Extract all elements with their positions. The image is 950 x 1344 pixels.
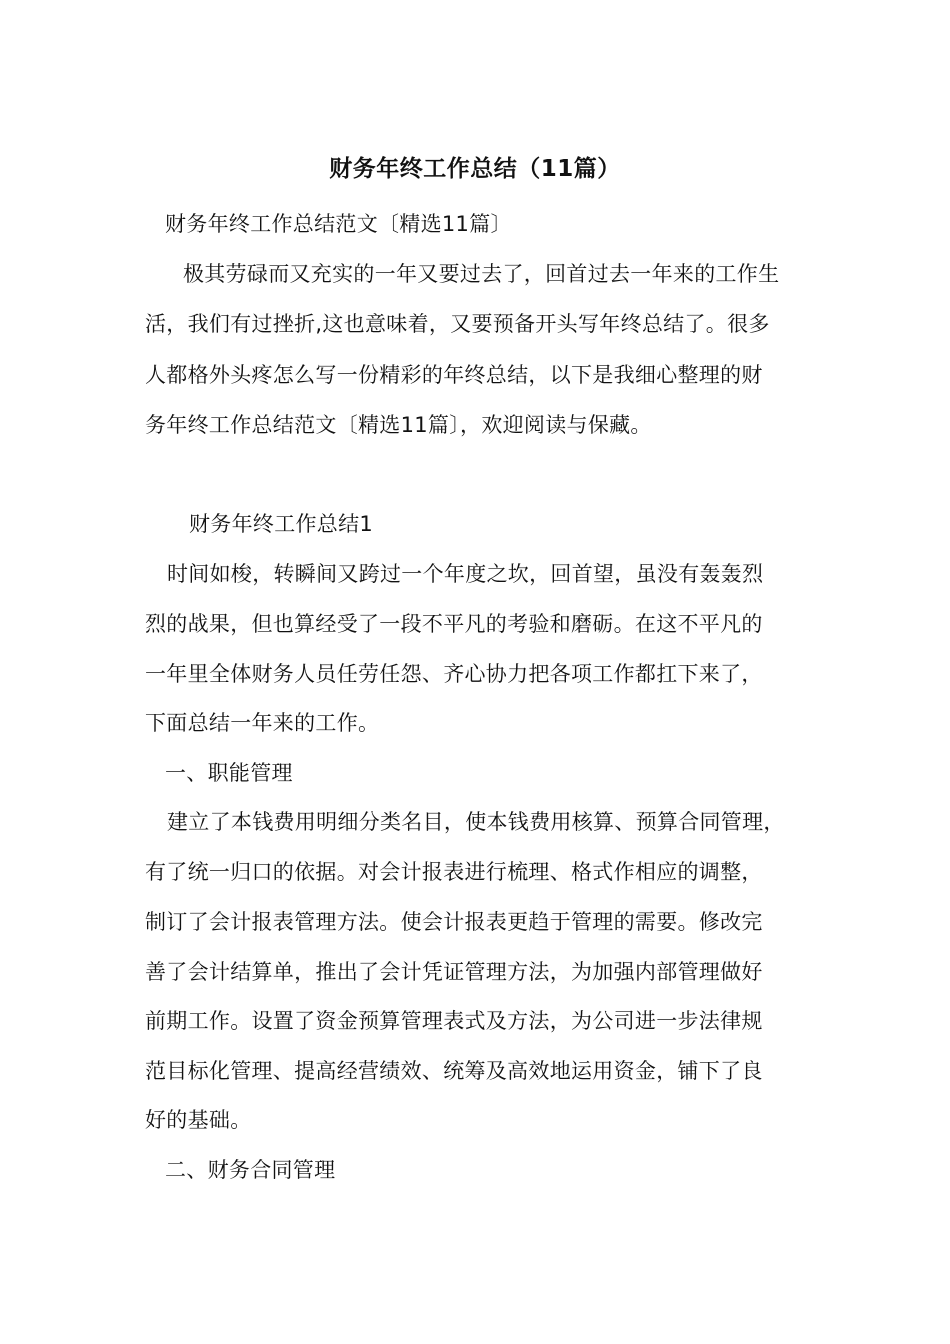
paragraph-line: 善了会计结算单，推出了会计凭证管理方法，为加强内部管理做好 <box>145 960 763 984</box>
part-heading: 二、财务合同管理 <box>165 1158 336 1182</box>
paragraph-line: 时间如梭，转瞬间又跨过一个年度之坎，回首望，虽没有轰轰烈 <box>167 562 764 586</box>
paragraph-line: 好的基础。 <box>145 1108 252 1132</box>
paragraph-line: 范目标化管理、提高经营绩效、统筹及高效地运用资金，铺下了良 <box>145 1059 763 1083</box>
intro-line: 务年终工作总结范文〔精选11篇〕，欢迎阅读与保藏。 <box>145 413 652 437</box>
paragraph-line: 下面总结一年来的工作。 <box>145 711 380 735</box>
paragraph-line: 制订了会计报表管理方法。使会计报表更趋于管理的需要。修改完 <box>145 910 763 934</box>
document-subtitle: 财务年终工作总结范文〔精选11篇〕 <box>165 212 512 236</box>
intro-line: 活，我们有过挫折,这也意味着，又要预备开头写年终总结了。很多 <box>145 312 770 336</box>
document-title: 财务年终工作总结（11篇） <box>329 156 621 182</box>
paragraph-line: 一年里全体财务人员任劳任怨、齐心协力把各项工作都扛下来了， <box>145 662 763 686</box>
section-heading: 财务年终工作总结1 <box>189 512 374 536</box>
intro-line: 极其劳碌而又充实的一年又要过去了，回首过去一年来的工作生 <box>183 262 780 286</box>
paragraph-line: 烈的战果，但也算经受了一段不平凡的考验和磨砺。在这不平凡的 <box>145 612 763 636</box>
part-heading: 一、职能管理 <box>165 761 293 785</box>
paragraph-line: 前期工作。设置了资金预算管理表式及方法，为公司进一步法律规 <box>145 1009 763 1033</box>
intro-line: 人都格外头疼怎么写一份精彩的年终总结，以下是我细心整理的财 <box>145 363 763 387</box>
paragraph-line: 建立了本钱费用明细分类名目，使本钱费用核算、预算合同管理， <box>167 810 785 834</box>
paragraph-line: 有了统一归口的依据。对会计报表进行梳理、格式作相应的调整， <box>145 860 763 884</box>
